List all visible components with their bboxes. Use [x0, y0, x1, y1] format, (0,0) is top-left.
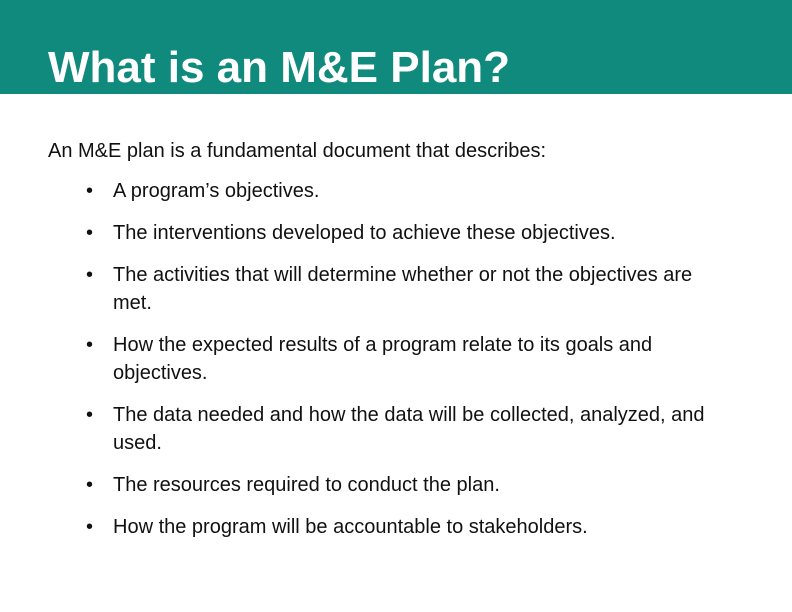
slide-title: What is an M&E Plan? — [48, 43, 511, 92]
bullet-text: The resources required to conduct the plan. — [113, 474, 500, 496]
bullet-item — [86, 177, 736, 205]
bullet-text: The data needed and how the data will be collected, analyzed, and used. — [113, 404, 705, 454]
bullet-item — [86, 331, 736, 387]
bullet-icon: • — [86, 516, 94, 538]
bullet-list — [86, 177, 736, 541]
bullet-item — [86, 513, 736, 541]
header-bar — [0, 0, 792, 94]
bullet-text: The interventions developed to achieve these objectives. — [113, 222, 616, 244]
bullet-text: The activities that will determine whether or not the objectives are met. — [113, 264, 693, 314]
bullet-item — [86, 401, 736, 457]
bullet-icon: • — [86, 222, 94, 244]
bullet-item — [86, 261, 736, 317]
bullet-icon: • — [86, 264, 94, 286]
bullet-icon: • — [86, 334, 94, 356]
bullet-icon: • — [86, 474, 94, 496]
bullet-item — [86, 219, 736, 247]
bullet-text: How the expected results of a program relate to its goals and objectives. — [113, 334, 653, 384]
bullet-text: How the program will be accountable to stakeholders. — [113, 516, 588, 538]
intro-text: An M&E plan is a fundamental document that describes: — [48, 140, 547, 162]
bullet-icon: • — [86, 404, 94, 426]
bullet-icon: • — [86, 180, 94, 202]
bullet-text: A program’s objectives. — [113, 180, 320, 202]
bullet-item — [86, 471, 736, 499]
